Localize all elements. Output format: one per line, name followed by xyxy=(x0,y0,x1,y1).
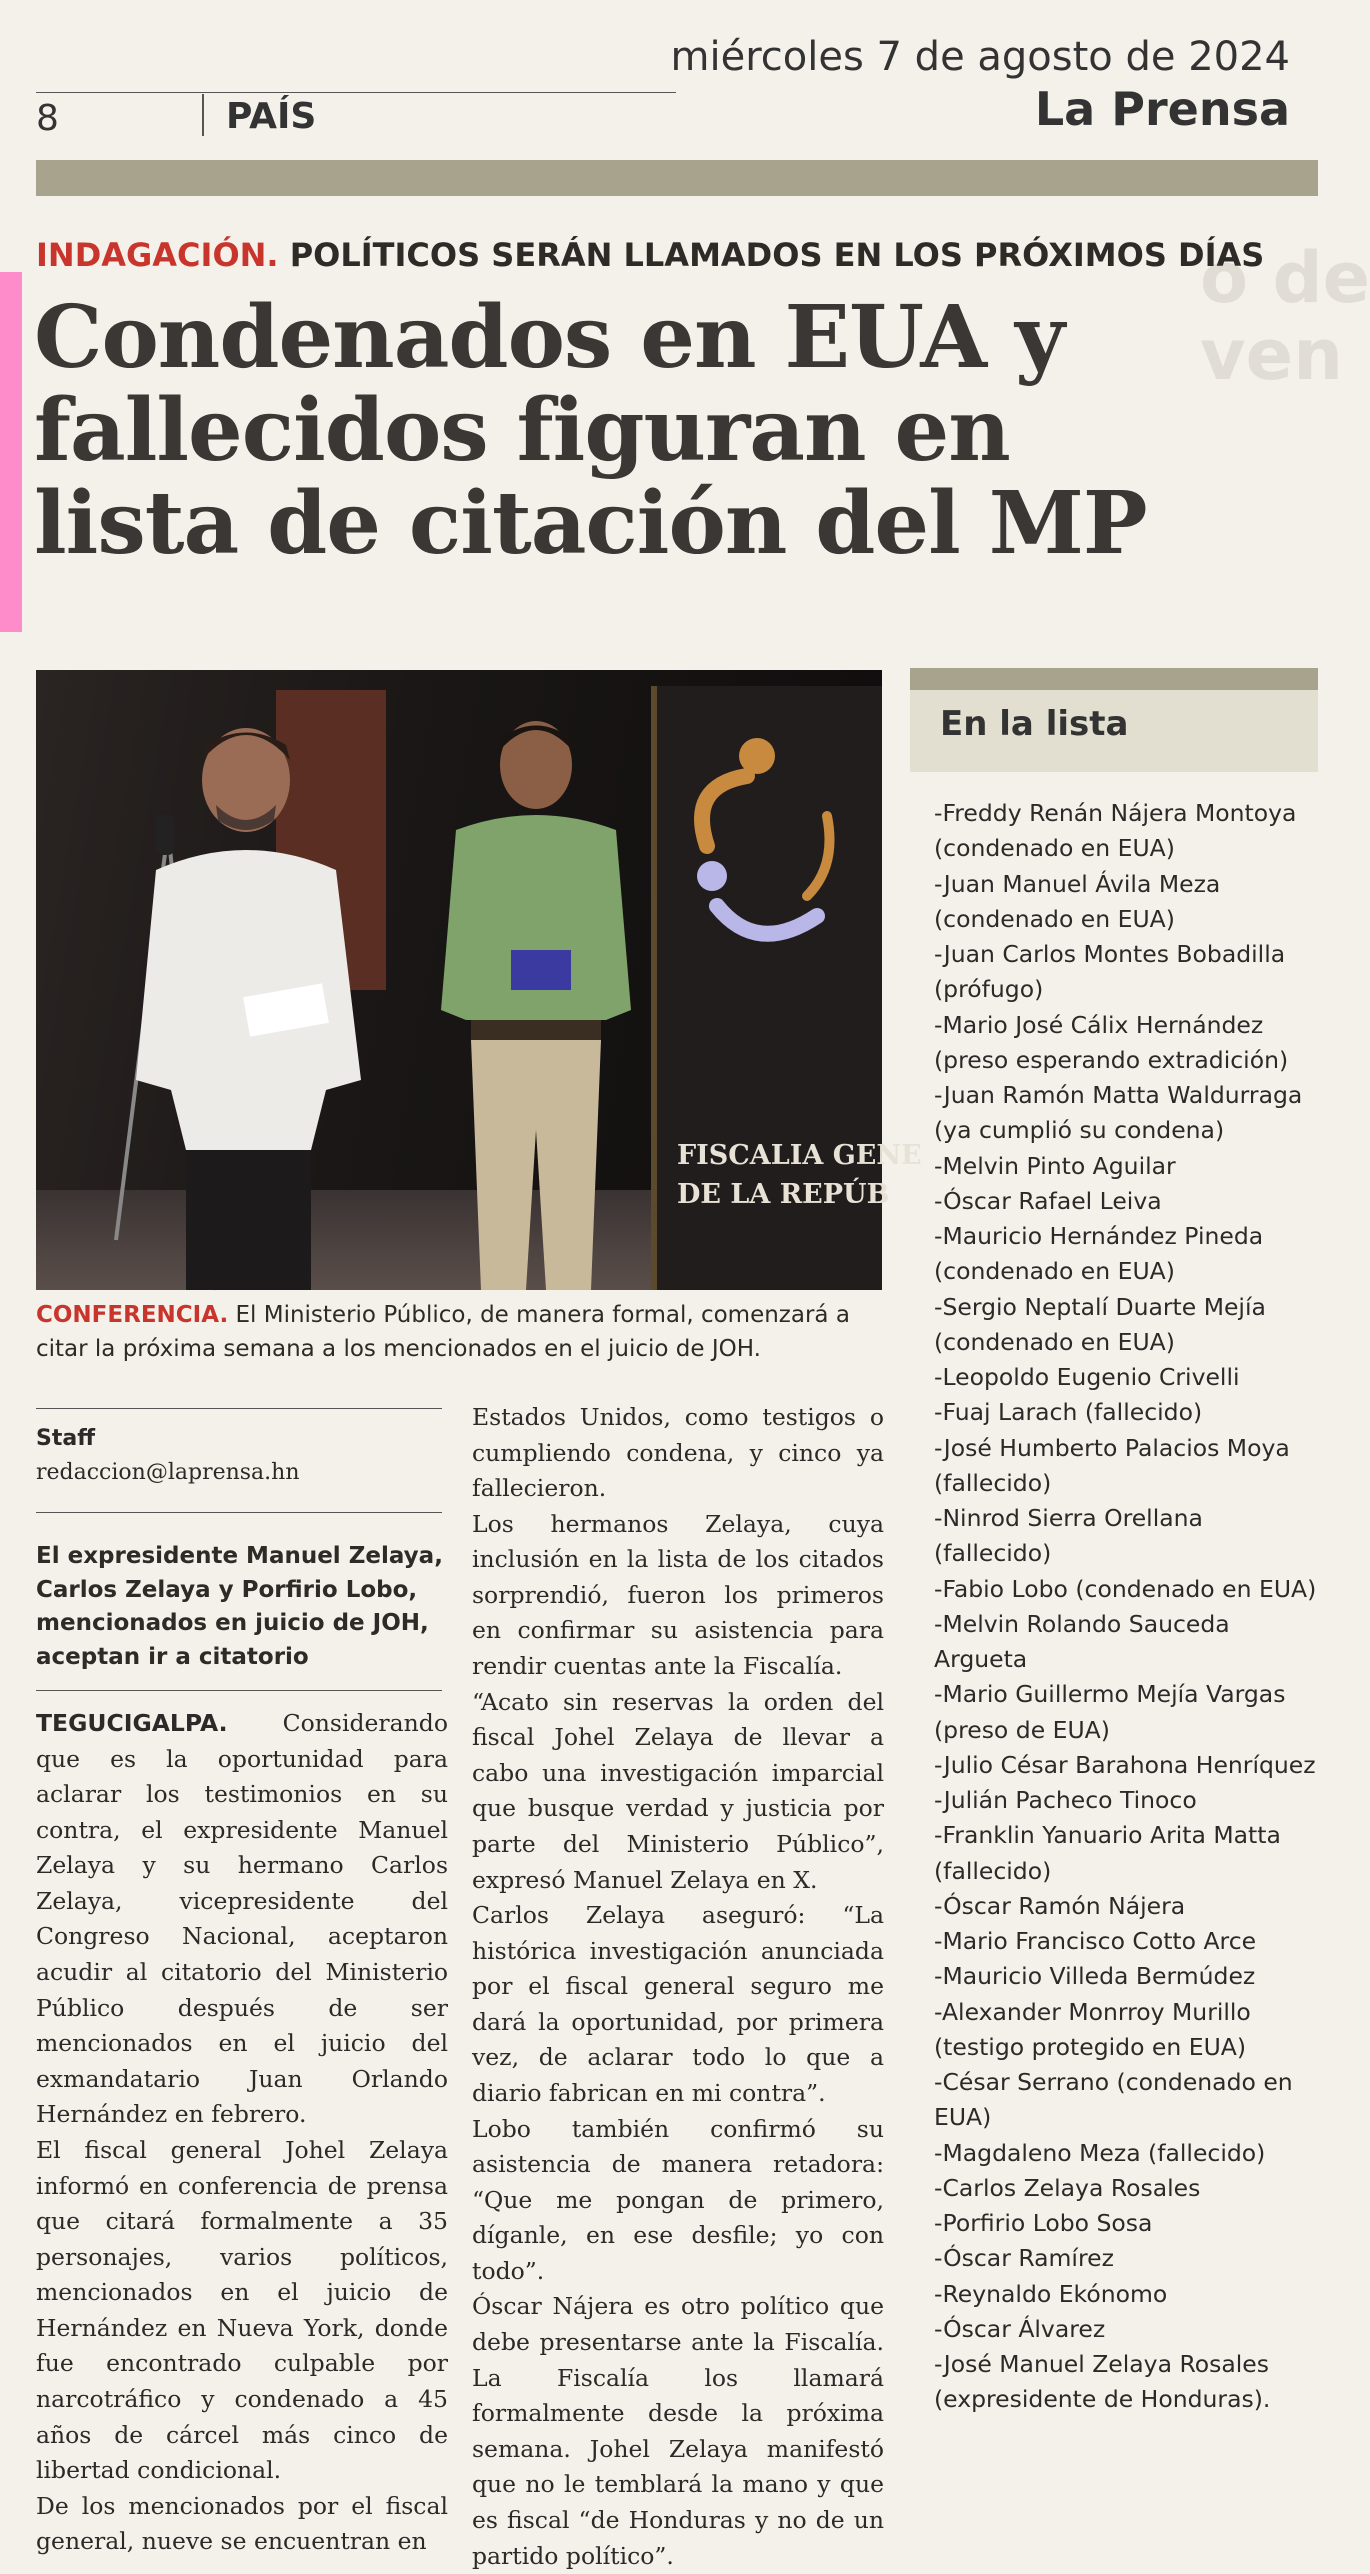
body-column-1 xyxy=(36,1706,448,2560)
list-item: -Franklin Yanuario Arita Matta (fallecido) xyxy=(934,1821,1281,1885)
caption-label: CONFERENCIA. xyxy=(36,1302,229,1328)
dateline: TEGUCIGALPA. xyxy=(36,1709,228,1737)
list-item: -Porfirio Lobo Sosa xyxy=(934,2209,1153,2237)
body-column-2 xyxy=(472,1400,884,2574)
newspaper-name: La Prensa xyxy=(1034,82,1290,136)
body-paragraph: El fiscal general Johel Zelaya informó en conferencia de prensa que citará formalmente a 35 personajes, varios políticos, mencionados en el juicio de Hernández en Nueva York, donde fue encontrado culpable por narcotráfico y condenado a 45 años de cárcel más cinco de libertad condicional. xyxy=(36,2135,448,2485)
list-item: -Reynaldo Ekónomo xyxy=(934,2279,1168,2308)
headline-line: lista de citación del MP xyxy=(34,472,1147,574)
list-item: -Juan Manuel Ávila Meza (condenado en EUA) xyxy=(934,869,1221,933)
headline-line: fallecidos figuran en xyxy=(34,379,1010,481)
section-label: PAÍS xyxy=(226,96,317,137)
list-item: -Julián Pacheco Tinoco xyxy=(934,1786,1197,1814)
sidebar-rule xyxy=(910,668,1318,690)
list-item: -Carlos Zelaya Rosales xyxy=(934,2173,1201,2202)
article-headline xyxy=(34,287,1274,574)
list-item: -Melvin Rolando Sauceda Argueta xyxy=(934,1609,1230,1673)
section-bar xyxy=(36,160,1318,196)
caption-text: El Ministerio Público, de manera formal, comenzará a citar la próxima semana a los mencionados en el juicio de JOH. xyxy=(36,1302,850,1363)
byline-email: redaccion@laprensa.hn xyxy=(36,1460,300,1485)
body-paragraph xyxy=(36,1706,448,2133)
sidebar-title: En la lista xyxy=(910,690,1318,772)
list-item: -Magdaleno Meza (fallecido) xyxy=(934,2138,1266,2167)
list-item: -Óscar Rafael Leiva xyxy=(934,1186,1162,1215)
banner-line: DE LA REPÚB xyxy=(677,1179,890,1211)
highlighter-mark xyxy=(0,272,22,632)
headline-line: Condenados en EUA y xyxy=(34,287,1065,388)
list-item: -Óscar Ramón Nájera xyxy=(934,1891,1186,1920)
article-kicker xyxy=(36,236,1264,274)
list-item: -Julio César Barahona Henríquez xyxy=(934,1750,1316,1779)
list-item: -Alexander Monrroy Murillo (testigo protegido en EUA) xyxy=(934,1997,1251,2061)
byline-rule-top xyxy=(36,1408,442,1409)
fiscalia-logo-icon xyxy=(677,726,837,966)
list-item: -José Manuel Zelaya Rosales (expresidente de Honduras). xyxy=(934,2350,1271,2414)
list-item: -Sergio Neptalí Duarte Mejía (condenado en EUA) xyxy=(934,1292,1266,1356)
list-item: -Fabio Lobo (condenado en EUA) xyxy=(934,1574,1317,1603)
article-lede: El expresidente Manuel Zelaya, Carlos Zelaya y Porfirio Lobo, mencionados en juicio de JOH, aceptan ir a citatorio xyxy=(36,1543,443,1670)
byline-rule-bottom xyxy=(36,1512,442,1513)
body-paragraph: De los mencionados por el fiscal general, nueve se encuentran en xyxy=(36,2491,448,2556)
guard-figure xyxy=(416,710,656,1290)
bleed-through-text: o de ven xyxy=(1200,237,1370,396)
body-paragraph: Óscar Nájera es otro político que debe presentarse ante la Fiscalía. La Fiscalía los llamará formalmente desde la próxima semana. Johel Zelaya manifestó que no le temblará la mano y que es fiscal “de Honduras y no de un partido político”. xyxy=(472,2292,884,2570)
list-item: -Óscar Ramírez xyxy=(934,2244,1114,2273)
edition-date: miércoles 7 de agosto de 2024 xyxy=(670,34,1290,80)
list-item: -Óscar Álvarez xyxy=(934,2314,1106,2343)
speaker-figure xyxy=(96,720,396,1290)
body-paragraph: Estados Unidos, como testigos o cumpliendo condena, y cinco ya fallecieron. xyxy=(472,1403,884,1503)
page-number: 8 xyxy=(36,98,59,139)
photo-caption xyxy=(36,1298,886,1366)
kicker-label: INDAGACIÓN. xyxy=(36,236,279,274)
list-item: -Melvin Pinto Aguilar xyxy=(934,1151,1176,1180)
list-item: -Ninrod Sierra Orellana (fallecido) xyxy=(934,1504,1203,1568)
list-item: -José Humberto Palacios Moya (fallecido) xyxy=(934,1433,1290,1497)
list-item: -Leopoldo Eugenio Crivelli xyxy=(934,1363,1240,1391)
body-paragraph: Los hermanos Zelaya, cuya inclusión en la lista de los citados sorprendió, fueron los primeros en confirmar su asistencia para rendir cuentas ante la Fiscalía. xyxy=(472,1509,884,1681)
paragraph-text: Considerando que es la oportunidad para aclarar los testimonios en su contra, el expresidente Manuel Zelaya y su hermano Carlos Zelaya, vicepresidente del Congreso Nacional, aceptaron acudir al citatorio del Ministerio Público después de ser mencionados en el juicio del exmandatario Juan Orlando Hernández en febrero. xyxy=(36,1709,448,2129)
fiscalia-banner xyxy=(651,686,922,1290)
list-item: -Mauricio Villeda Bermúdez xyxy=(934,1962,1256,1991)
list-item: -Freddy Renán Nájera Montoya (condenado en EUA) xyxy=(934,799,1297,863)
list-item: -Mario Francisco Cotto Arce xyxy=(934,1927,1257,1955)
lede-rule xyxy=(36,1690,442,1691)
list-item: -Fuaj Larach (fallecido) xyxy=(934,1398,1203,1427)
sidebar-list xyxy=(934,796,1318,2418)
list-item: -Juan Carlos Montes Bobadilla (prófugo) xyxy=(934,940,1286,1004)
byline-name: Staff xyxy=(36,1426,96,1451)
header-rule xyxy=(36,92,676,93)
header-separator xyxy=(202,94,204,136)
list-item: -Mario Guillermo Mejía Vargas (preso de EUA) xyxy=(934,1680,1286,1744)
article-photo xyxy=(36,670,922,1290)
kicker-text: POLÍTICOS SERÁN LLAMADOS EN LOS PRÓXIMOS DÍAS xyxy=(289,236,1265,274)
list-item: -Mario José Cálix Hernández (preso esperando extradición) xyxy=(934,1010,1289,1074)
banner-text xyxy=(677,1136,922,1214)
list-item: -Mauricio Hernández Pineda (condenado en EUA) xyxy=(934,1222,1264,1286)
banner-line: FISCALIA GENE xyxy=(677,1140,922,1171)
body-paragraph: Carlos Zelaya aseguró: “La histórica investigación anunciada por el fiscal general seguro me dará la oportunidad, por primera vez, de aclarar todo lo que a diario fabrican en mi contra”. xyxy=(472,1901,884,2107)
list-item: -Juan Ramón Matta Waldurraga (ya cumplió su condena) xyxy=(934,1081,1303,1145)
body-paragraph: Lobo también confirmó su asistencia de manera retadora: “Que me pongan de primero, díganle, en ese desfile; yo con todo”. xyxy=(472,2114,884,2285)
list-item: -César Serrano (condenado en EUA) xyxy=(934,2068,1293,2132)
body-paragraph: “Acato sin reservas la orden del fiscal Johel Zelaya de llevar a cabo una investigación imparcial que busque verdad y justicia por parte del Ministerio Público”, expresó Manuel Zelaya en X. xyxy=(472,1687,884,1894)
